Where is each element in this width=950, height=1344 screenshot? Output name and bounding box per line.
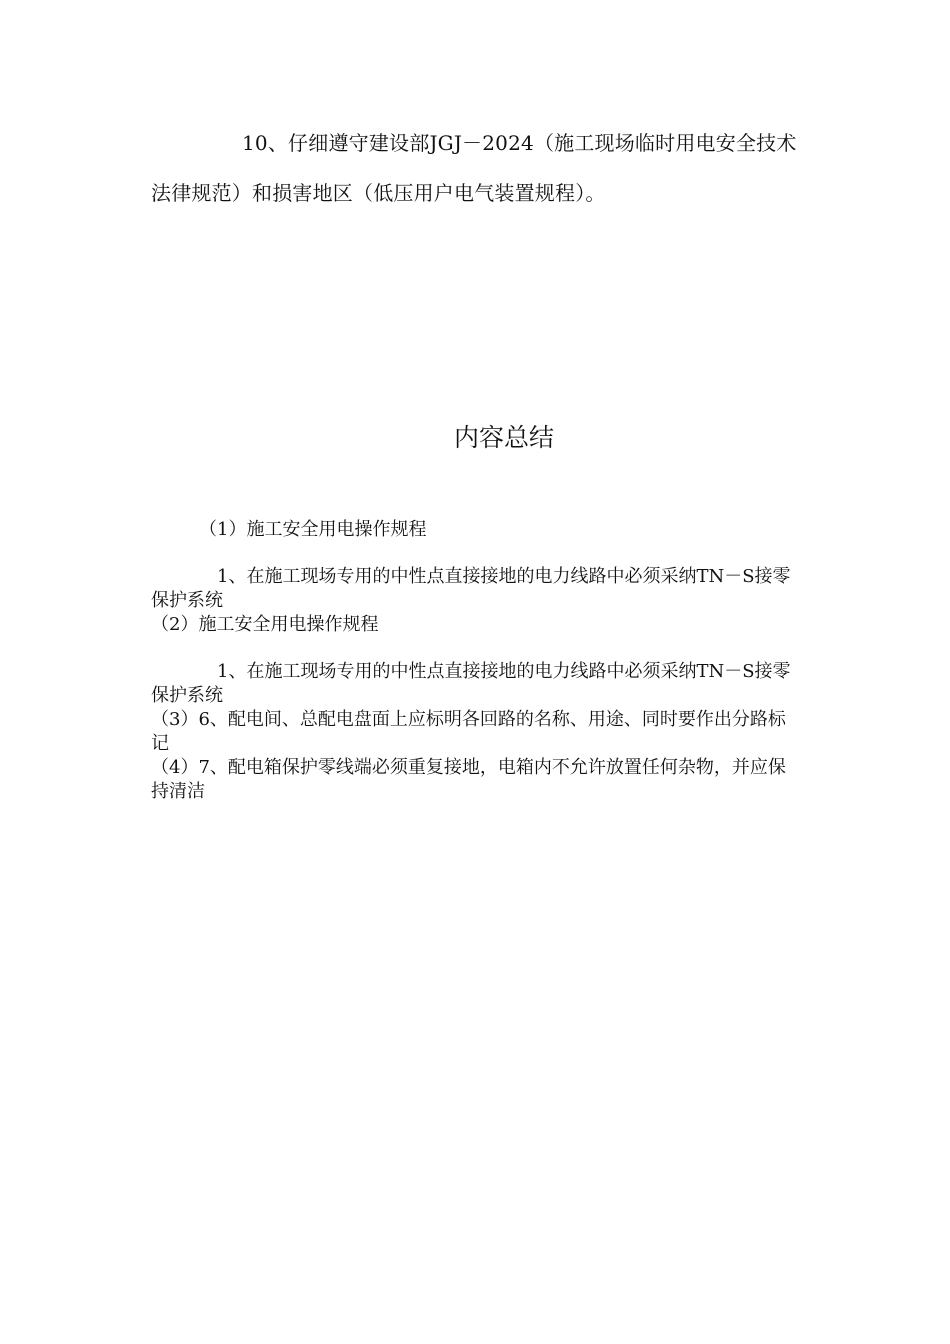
summary-item-2-heading: （2）施工安全用电操作规程 (151, 614, 379, 635)
summary-item-3: （3）6、配电间、总配电盘面上应标明各回路的名称、用途、同时要作出分路标记 (151, 709, 786, 754)
summary-item-1-body: 1、在施工现场专用的中性点直接接地的电力线路中必须采纳TN－S接零保护系统 (151, 566, 791, 611)
summary-title: 内容总结 (453, 423, 554, 452)
summary-item-4: （4）7、配电箱保护零线端必须重复接地，电箱内不允许放置任何杂物，并应保持清洁 (151, 757, 786, 802)
summary-item-1-heading: （1）施工安全用电操作规程 (199, 519, 427, 540)
summary-section (151, 518, 801, 804)
summary-item-2-body: 1、在施工现场专用的中性点直接接地的电力线路中必须采纳TN－S接零保护系统 (151, 661, 791, 706)
regulation-paragraph: 10、仔细遵守建设部JGJ－2024（施工现场临时用电安全技术法律规范）和损害地区（低压用户电气装置规程）。 (151, 131, 797, 205)
